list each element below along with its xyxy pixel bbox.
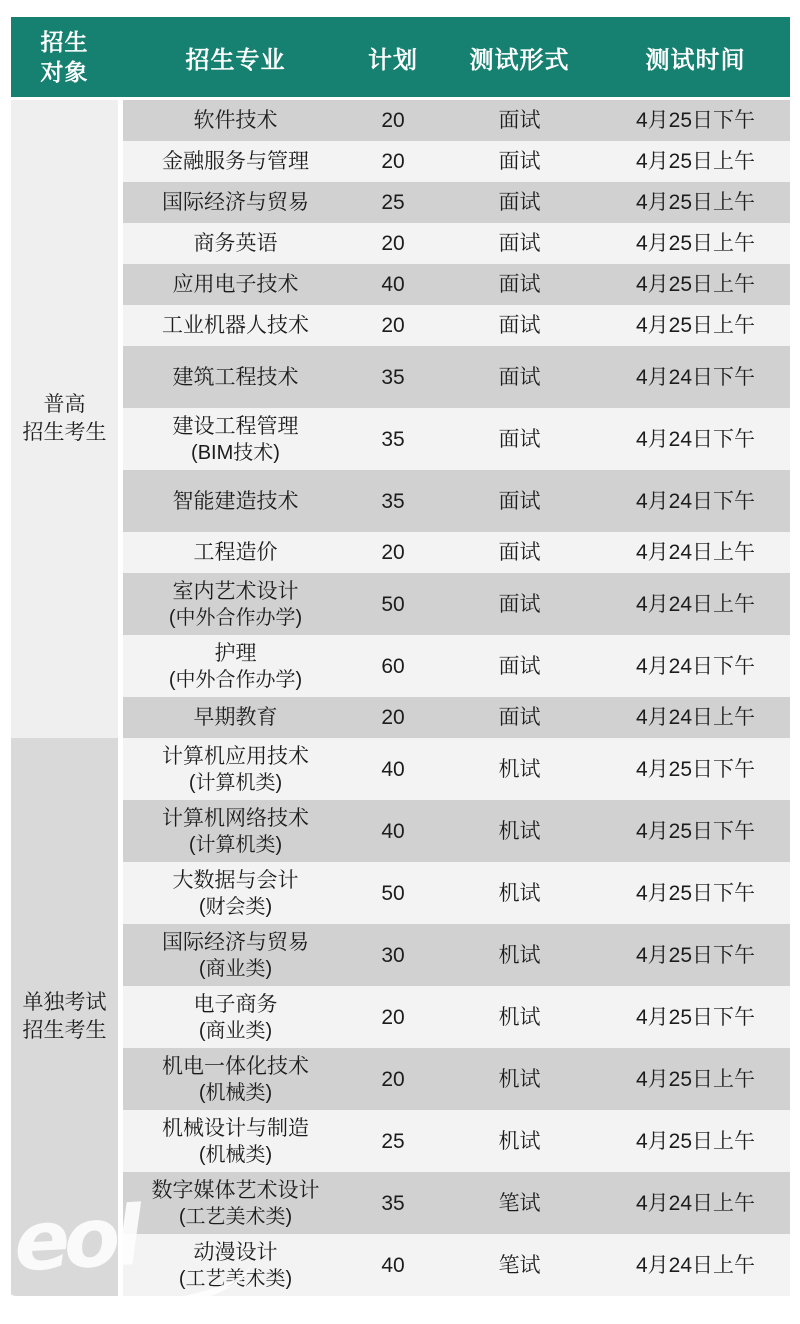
table-row <box>123 738 790 800</box>
header-cell-plan: 计划 <box>368 46 418 74</box>
major-cell <box>123 1110 348 1172</box>
plan-cell: 20 <box>381 150 405 173</box>
major-sub-label: (BIM技术) <box>191 441 280 464</box>
major-name: 计算机网络技术 <box>162 806 309 830</box>
form-cell: 机试 <box>498 881 541 905</box>
time-cell: 4月24日下午 <box>635 489 756 513</box>
major-name: 早期教育 <box>193 706 278 729</box>
time-cell: 4月25日上午 <box>635 273 756 296</box>
form-cell: 面试 <box>498 232 541 255</box>
time-cell: 4月24日下午 <box>635 427 756 451</box>
header-cell-form: 测试形式 <box>469 46 570 74</box>
form-cell: 机试 <box>498 757 541 781</box>
table-row <box>123 1172 790 1234</box>
major-name: 计算机应用技术 <box>162 744 309 768</box>
major-sub-label: (财会类) <box>198 895 273 918</box>
major-name: 建设工程管理 <box>172 414 299 438</box>
major-sub-label: (商业类) <box>198 1019 273 1042</box>
major-sub-label: (机械类) <box>198 1081 273 1104</box>
major-cell <box>123 532 348 573</box>
form-cell: 笔试 <box>498 1191 541 1215</box>
table-row <box>123 1234 790 1296</box>
plan-cell: 50 <box>381 881 405 905</box>
major-cell <box>123 573 348 635</box>
header-target-line1: 招生 <box>40 29 89 55</box>
major-sub-label: (商业类) <box>198 957 273 980</box>
table-row <box>123 1048 790 1110</box>
major-name: 护理 <box>214 641 257 665</box>
form-cell: 面试 <box>498 150 541 173</box>
form-cell: 机试 <box>498 943 541 967</box>
time-cell: 4月25日上午 <box>635 150 756 173</box>
plan-cell: 40 <box>381 819 405 843</box>
group-label-line: 招生考生 <box>22 1019 107 1042</box>
major-cell <box>123 738 348 800</box>
group-label-line: 招生考生 <box>22 421 107 444</box>
plan-cell: 25 <box>381 1129 405 1153</box>
time-cell: 4月24日下午 <box>635 654 756 678</box>
plan-cell: 20 <box>381 706 405 729</box>
form-cell: 面试 <box>498 191 541 214</box>
form-cell: 面试 <box>498 109 541 132</box>
major-cell <box>123 1234 348 1296</box>
group-label-line: 普高 <box>43 393 86 416</box>
major-cell <box>123 100 348 141</box>
table-row <box>123 800 790 862</box>
major-cell <box>123 986 348 1048</box>
time-cell: 4月25日上午 <box>635 232 756 255</box>
major-name: 动漫设计 <box>193 1240 278 1264</box>
major-name: 智能建造技术 <box>172 489 299 513</box>
plan-cell: 40 <box>381 757 405 781</box>
plan-cell: 20 <box>381 1005 405 1029</box>
major-name: 商务英语 <box>193 232 278 255</box>
plan-cell: 35 <box>381 427 405 451</box>
major-cell <box>123 264 348 305</box>
table-row <box>123 182 790 223</box>
major-cell <box>123 305 348 346</box>
table-row <box>123 635 790 697</box>
major-sub-label: (工艺美术类) <box>178 1267 293 1290</box>
form-cell: 机试 <box>498 1005 541 1029</box>
time-cell: 4月24日上午 <box>635 706 756 729</box>
time-cell: 4月25日下午 <box>635 819 756 843</box>
form-cell: 面试 <box>498 706 541 729</box>
table-body <box>11 100 790 1296</box>
table-row <box>123 986 790 1048</box>
form-cell: 面试 <box>498 654 541 678</box>
group-label-block <box>11 738 118 1296</box>
major-sub-label: (中外合作办学) <box>168 606 303 629</box>
time-cell: 4月25日上午 <box>635 191 756 214</box>
time-cell: 4月24日上午 <box>635 592 756 616</box>
form-cell: 面试 <box>498 592 541 616</box>
major-cell <box>123 697 348 738</box>
major-cell <box>123 1048 348 1110</box>
table-body-rows <box>123 100 790 1296</box>
table-header-row <box>11 17 790 97</box>
major-sub-label: (计算机类) <box>188 833 283 856</box>
major-name: 室内艺术设计 <box>172 579 299 603</box>
table-row <box>123 573 790 635</box>
table-row <box>123 305 790 346</box>
major-cell <box>123 635 348 697</box>
major-name: 国际经济与贸易 <box>162 191 309 214</box>
major-cell <box>123 800 348 862</box>
form-cell: 面试 <box>498 489 541 513</box>
form-cell: 机试 <box>498 1129 541 1153</box>
table-row <box>123 697 790 738</box>
major-name: 机械设计与制造 <box>162 1116 309 1140</box>
table-row <box>123 346 790 408</box>
plan-cell: 40 <box>381 1253 405 1277</box>
time-cell: 4月25日上午 <box>635 314 756 337</box>
major-name: 金融服务与管理 <box>162 150 309 173</box>
major-cell <box>123 924 348 986</box>
major-name: 建筑工程技术 <box>172 365 299 389</box>
time-cell: 4月25日下午 <box>635 757 756 781</box>
header-cell-time: 测试时间 <box>645 46 746 74</box>
table-row <box>123 1110 790 1172</box>
plan-cell: 20 <box>381 109 405 132</box>
form-cell: 机试 <box>498 819 541 843</box>
major-sub-label: (工艺美术类) <box>178 1205 293 1228</box>
plan-cell: 20 <box>381 1067 405 1091</box>
plan-cell: 35 <box>381 489 405 513</box>
table-row <box>123 470 790 532</box>
group-column <box>11 100 118 1296</box>
major-name: 软件技术 <box>193 109 278 132</box>
time-cell: 4月24日上午 <box>635 541 756 564</box>
major-cell <box>123 346 348 408</box>
table-row <box>123 408 790 470</box>
form-cell: 面试 <box>498 314 541 337</box>
form-cell: 面试 <box>498 365 541 389</box>
plan-cell: 40 <box>381 273 405 296</box>
major-cell <box>123 141 348 182</box>
form-cell: 面试 <box>498 273 541 296</box>
time-cell: 4月25日下午 <box>635 881 756 905</box>
form-cell: 机试 <box>498 1067 541 1091</box>
table-row <box>123 924 790 986</box>
plan-cell: 50 <box>381 592 405 616</box>
plan-cell: 30 <box>381 943 405 967</box>
form-cell: 面试 <box>498 541 541 564</box>
header-cell-target <box>11 17 118 97</box>
time-cell: 4月24日上午 <box>635 1191 756 1215</box>
major-cell <box>123 182 348 223</box>
major-sub-label: (机械类) <box>198 1143 273 1166</box>
time-cell: 4月24日下午 <box>635 365 756 389</box>
form-cell: 面试 <box>498 427 541 451</box>
major-sub-label: (中外合作办学) <box>168 668 303 691</box>
header-target-line2: 对象 <box>40 59 89 85</box>
major-cell <box>123 223 348 264</box>
major-cell <box>123 408 348 470</box>
major-name: 国际经济与贸易 <box>162 930 309 954</box>
time-cell: 4月25日下午 <box>635 1005 756 1029</box>
group-label-block <box>11 100 118 738</box>
table-row <box>123 862 790 924</box>
group-label-line: 单独考试 <box>22 991 107 1014</box>
plan-cell: 20 <box>381 232 405 255</box>
header-cell-major: 招生专业 <box>185 46 286 74</box>
time-cell: 4月25日下午 <box>635 943 756 967</box>
admissions-table <box>11 17 790 1296</box>
major-name: 数字媒体艺术设计 <box>151 1178 320 1202</box>
major-cell <box>123 1172 348 1234</box>
major-name: 电子商务 <box>193 992 278 1016</box>
major-name: 工程造价 <box>193 541 278 564</box>
major-cell <box>123 862 348 924</box>
table-row <box>123 532 790 573</box>
major-name: 机电一体化技术 <box>162 1054 309 1078</box>
major-name: 大数据与会计 <box>172 868 299 892</box>
plan-cell: 60 <box>381 654 405 678</box>
watermark-text: eol <box>11 1189 139 1291</box>
plan-cell: 20 <box>381 314 405 337</box>
table-row <box>123 223 790 264</box>
plan-cell: 25 <box>381 191 405 214</box>
table-row <box>123 264 790 305</box>
time-cell: 4月24日上午 <box>635 1253 756 1277</box>
time-cell: 4月25日上午 <box>635 1067 756 1091</box>
table-row <box>123 141 790 182</box>
time-cell: 4月25日上午 <box>635 1129 756 1153</box>
plan-cell: 20 <box>381 541 405 564</box>
plan-cell: 35 <box>381 365 405 389</box>
form-cell: 笔试 <box>498 1253 541 1277</box>
time-cell: 4月25日下午 <box>635 109 756 132</box>
major-cell <box>123 470 348 532</box>
major-name: 工业机器人技术 <box>162 314 309 337</box>
plan-cell: 35 <box>381 1191 405 1215</box>
table-row <box>123 100 790 141</box>
major-sub-label: (计算机类) <box>188 771 283 794</box>
major-name: 应用电子技术 <box>172 273 299 296</box>
